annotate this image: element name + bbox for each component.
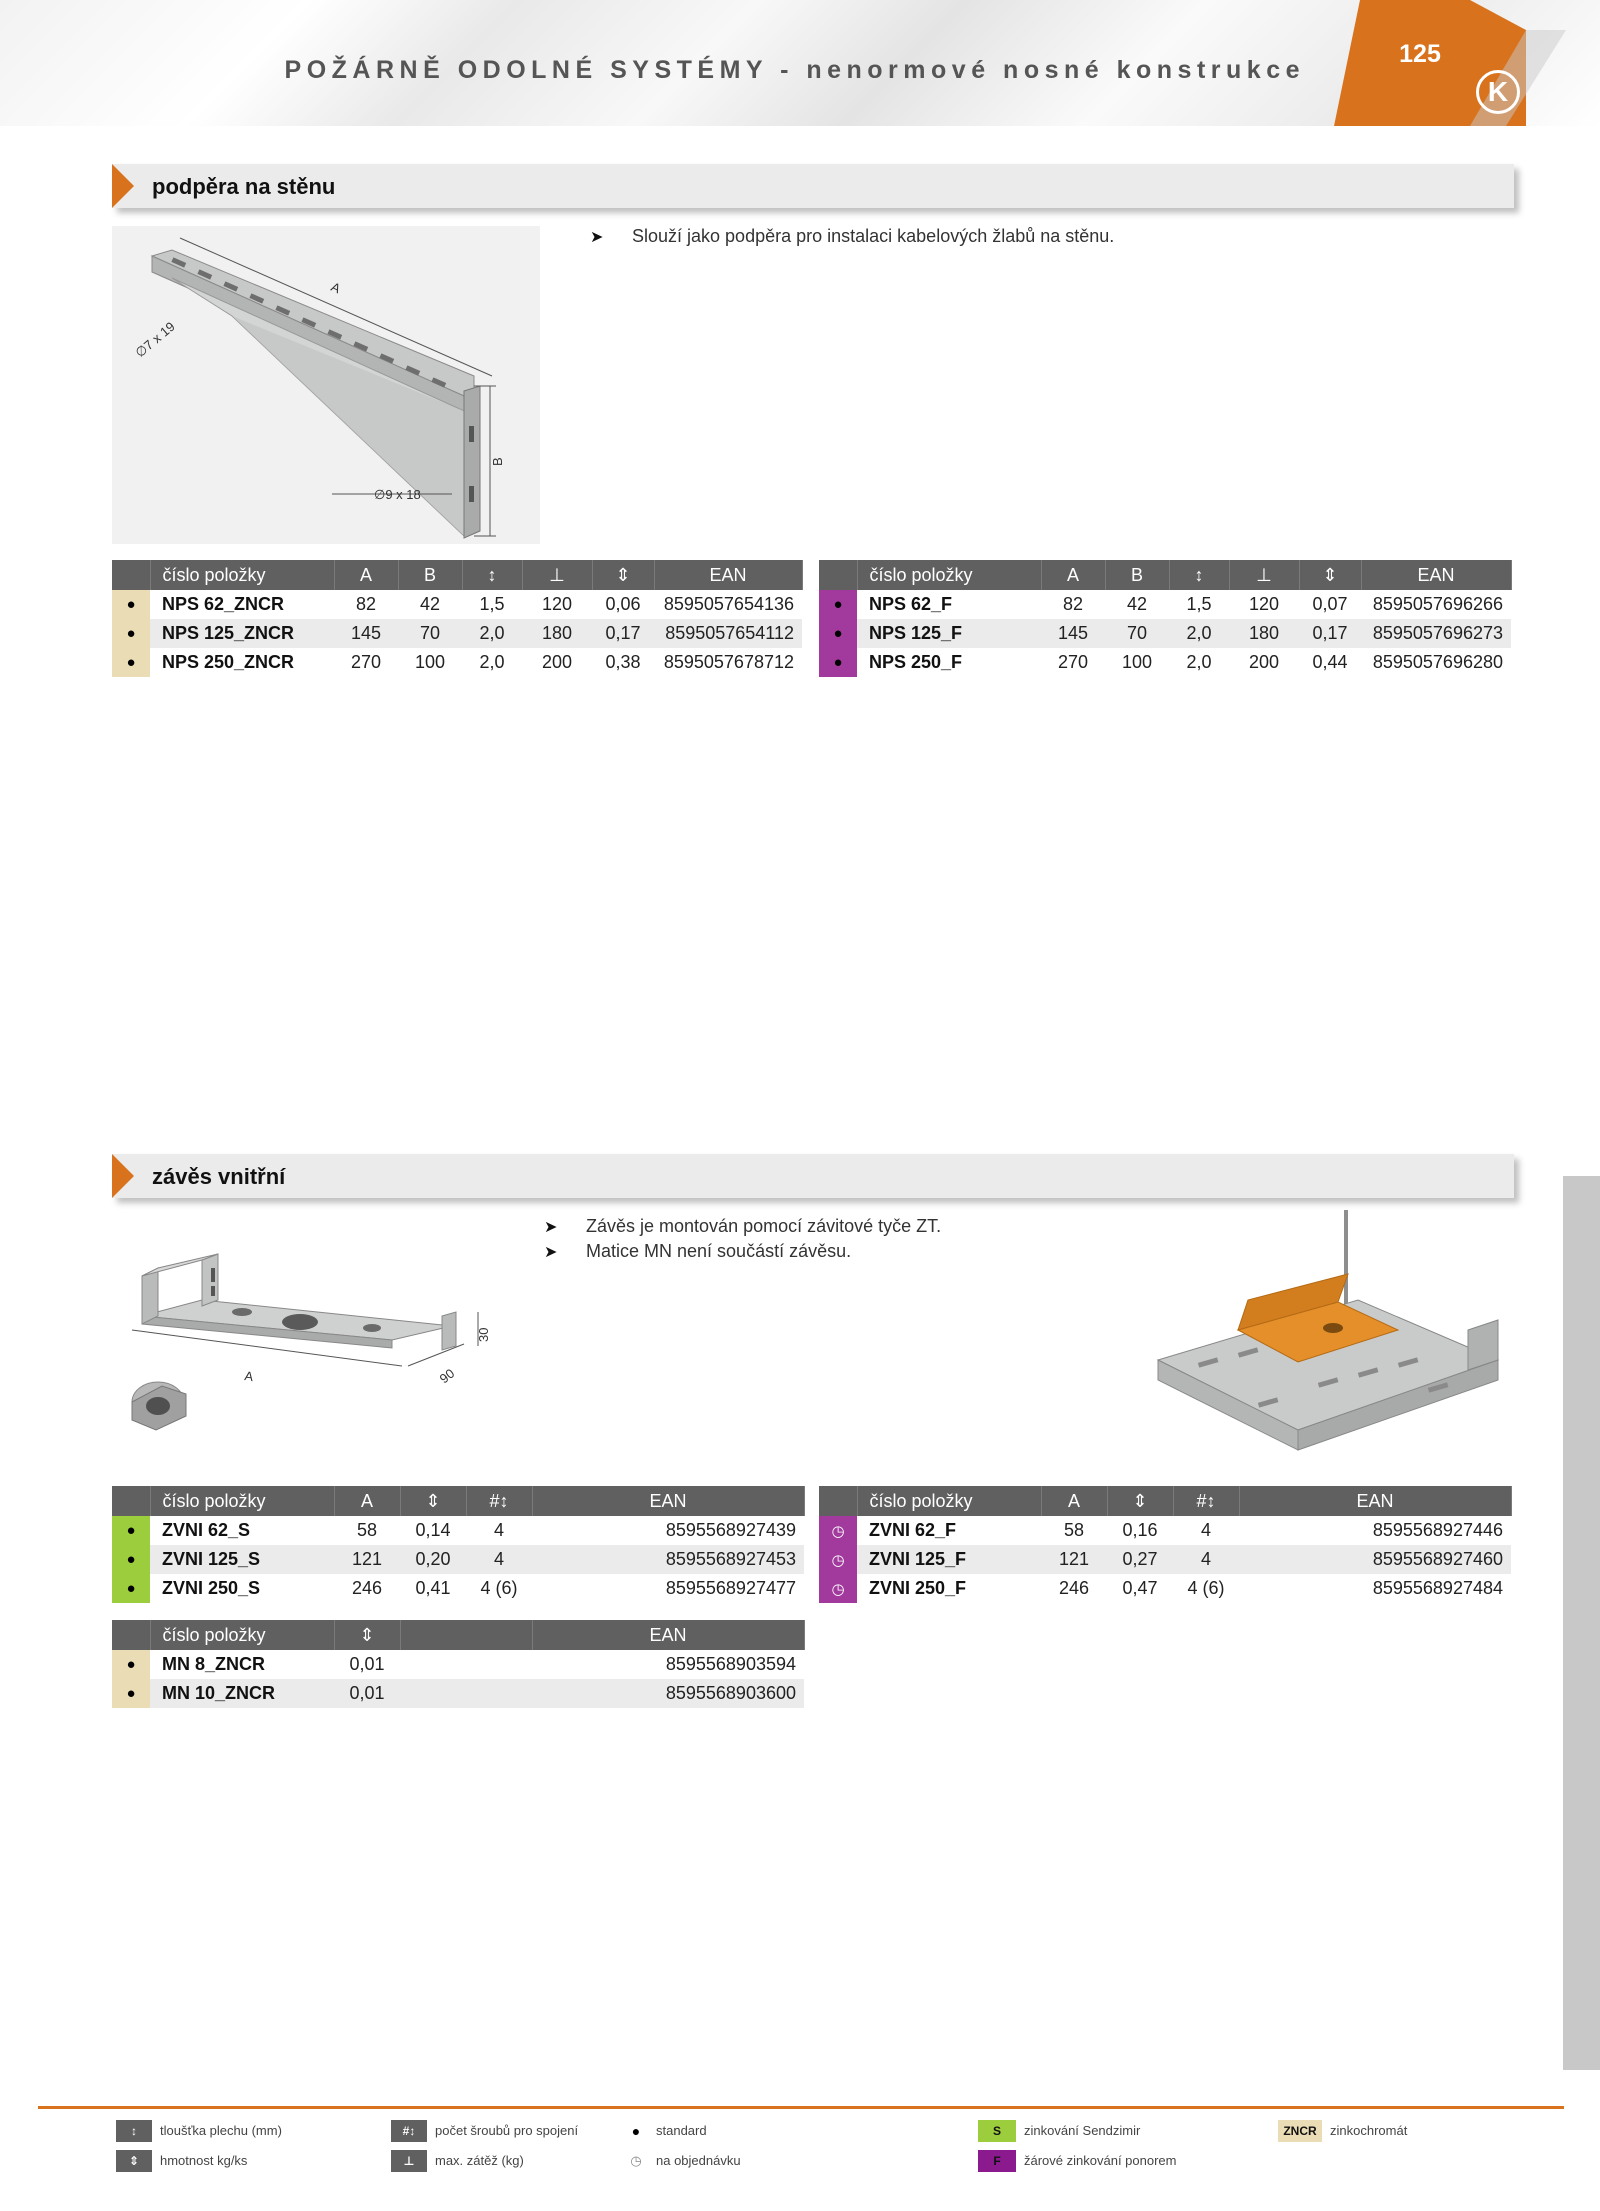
legend-on-order: ◷ na objednávku <box>624 2150 741 2172</box>
table-row: ● ZVNI 125_S 121 0,20 4 8595568927453 <box>112 1545 804 1574</box>
bullet-item: ➤ Matice MN není součástí závěsu. <box>544 1241 852 1261</box>
nut-image <box>132 1382 186 1430</box>
col-a: A <box>1041 1486 1107 1516</box>
hotdip-badge: F <box>978 2150 1016 2172</box>
table-row: ● NPS 62_F 82 42 1,5 120 0,07 8595057696266 <box>819 590 1511 619</box>
legend-sendzimir: S zinkování Sendzimir <box>978 2120 1140 2142</box>
page-number: 125 <box>1399 40 1441 68</box>
legend-thickness: ↕ tloušťka plechu (mm) <box>116 2120 282 2142</box>
col-ean: EAN <box>532 1620 804 1650</box>
on-order-icon: ◷ <box>819 1545 857 1574</box>
col-weight-icon: ⇕ <box>400 1486 466 1516</box>
dimension-height-label: 30 <box>476 1327 491 1342</box>
arrow-icon: ➤ <box>544 1244 558 1261</box>
dimension-a-label: A <box>328 279 343 297</box>
legend-weight: ⇕ hmotnost kg/ks <box>116 2150 247 2172</box>
table-row: ◷ ZVNI 250_F 246 0,47 4 (6) 8595568927484 <box>819 1574 1511 1603</box>
section-marker <box>112 1154 134 1198</box>
table-row: ● MN 10_ZNCR 0,01 8595568903600 <box>112 1679 804 1708</box>
dimension-b-label: B <box>490 457 505 466</box>
table-row: ◷ ZVNI 125_F 121 0,27 4 8595568927460 <box>819 1545 1511 1574</box>
load-icon: ⊥ <box>391 2150 427 2172</box>
col-ean: EAN <box>1239 1486 1511 1516</box>
page-title: POŽÁRNĚ ODOLNÉ SYSTÉMY - nenormové nosné konstrukce <box>284 56 1305 84</box>
col-item-number: číslo položky <box>150 1486 334 1516</box>
table-row: ● NPS 62_ZNCR 82 42 1,5 120 0,06 8595057654136 <box>112 590 802 619</box>
legend-standard: ● standard <box>624 2120 707 2142</box>
thickness-icon: ↕ <box>116 2120 152 2142</box>
table-row: ● NPS 125_F 145 70 2,0 180 0,17 8595057696273 <box>819 619 1511 648</box>
standard-icon: ● <box>112 1679 150 1708</box>
table-zvni-f <box>819 1486 1512 1603</box>
col-load-icon: ⊥ <box>522 560 592 590</box>
col-ean: EAN <box>532 1486 804 1516</box>
arrow-icon: ➤ <box>544 1219 558 1236</box>
side-tab-strip <box>1563 1176 1600 2070</box>
col-thickness-icon: ↕ <box>462 560 522 590</box>
bullet-item: ➤ Slouží jako podpěra pro instalaci kabelových žlabů na stěnu. <box>590 226 1115 246</box>
section-header-inner-hanger <box>112 1154 1514 1198</box>
col-load-icon: ⊥ <box>1229 560 1299 590</box>
on-order-icon: ◷ <box>819 1516 857 1545</box>
legend-zncr: ZNCR zinkochromát <box>1278 2120 1407 2142</box>
standard-icon: ● <box>112 648 150 677</box>
col-weight-icon: ⇕ <box>334 1620 400 1650</box>
col-item-number: číslo položky <box>150 560 334 590</box>
col-item-number: číslo položky <box>150 1620 334 1650</box>
bullet-item: ➤ Závěs je montován pomocí závitové tyče ZT. <box>544 1216 942 1236</box>
clock-icon: ◷ <box>630 2153 642 2168</box>
on-order-icon: ◷ <box>819 1574 857 1603</box>
standard-icon: ● <box>819 619 857 648</box>
dimension-width-label: 90 <box>436 1365 458 1387</box>
section-marker <box>112 164 134 208</box>
section-title: závěs vnitřní <box>152 1164 286 1189</box>
legend-hotdip: F žárové zinkování ponorem <box>978 2150 1176 2172</box>
table-row: ● NPS 125_ZNCR 145 70 2,0 180 0,17 8595057654112 <box>112 619 802 648</box>
legend-screws: #↕ počet šroubů pro spojení <box>391 2120 578 2142</box>
col-weight-icon: ⇕ <box>1299 560 1361 590</box>
table-mn-nut <box>112 1620 805 1708</box>
standard-icon: ● <box>112 1545 150 1574</box>
standard-icon: ● <box>112 1516 150 1545</box>
weight-icon: ⇕ <box>116 2150 152 2172</box>
standard-icon: ● <box>112 619 150 648</box>
section-header-wall-support <box>112 164 1514 208</box>
section2-bullets <box>544 1216 941 1266</box>
hole-top-label: ∅7 x 19 <box>132 318 178 361</box>
col-b: B <box>1105 560 1169 590</box>
arrow-icon: ➤ <box>590 229 604 246</box>
screws-icon: #↕ <box>391 2120 427 2142</box>
zncr-badge: ZNCR <box>1278 2120 1322 2142</box>
sendzimir-badge: S <box>978 2120 1016 2142</box>
hanger-in-tray-photo <box>1138 1210 1510 1474</box>
hole-bottom-label: ∅9 x 18 <box>374 487 421 502</box>
standard-icon: ● <box>112 1574 150 1603</box>
standard-icon: ● <box>112 590 150 619</box>
col-screws-icon: #↕ <box>466 1486 532 1516</box>
section-title: podpěra na stěnu <box>152 174 336 199</box>
wall-support-drawing <box>112 226 540 544</box>
col-screws-icon: #↕ <box>1173 1486 1239 1516</box>
table-row: ● ZVNI 62_S 58 0,14 4 8595568927439 <box>112 1516 804 1545</box>
inner-hanger-drawing <box>112 1216 512 1442</box>
table-row: ● NPS 250_F 270 100 2,0 200 0,44 8595057696280 <box>819 648 1511 677</box>
table-row: ◷ ZVNI 62_F 58 0,16 4 8595568927446 <box>819 1516 1511 1545</box>
col-a: A <box>334 560 398 590</box>
col-item-number: číslo položky <box>857 1486 1041 1516</box>
table-zvni-s <box>112 1486 805 1603</box>
col-a: A <box>334 1486 400 1516</box>
col-thickness-icon: ↕ <box>1169 560 1229 590</box>
table-nps-f <box>819 560 1512 677</box>
standard-icon: ● <box>631 2123 641 2139</box>
col-ean: EAN <box>654 560 802 590</box>
col-item-number: číslo položky <box>857 560 1041 590</box>
table-row: ● NPS 250_ZNCR 270 100 2,0 200 0,38 8595057678712 <box>112 648 802 677</box>
legend-load: ⊥ max. zátěž (kg) <box>391 2150 524 2172</box>
col-weight-icon: ⇕ <box>592 560 654 590</box>
col-weight-icon: ⇕ <box>1107 1486 1173 1516</box>
footer-divider <box>38 2106 1564 2109</box>
table-nps-zncr <box>112 560 803 677</box>
col-a: A <box>1041 560 1105 590</box>
dimension-a-label: A <box>243 1368 255 1385</box>
standard-icon: ● <box>112 1650 150 1679</box>
standard-icon: ● <box>819 590 857 619</box>
section1-bullets <box>590 226 1114 251</box>
company-logo: K <box>1476 70 1520 114</box>
standard-icon: ● <box>819 648 857 677</box>
table-row: ● ZVNI 250_S 246 0,41 4 (6) 8595568927477 <box>112 1574 804 1603</box>
col-ean: EAN <box>1361 560 1511 590</box>
table-row: ● MN 8_ZNCR 0,01 8595568903594 <box>112 1650 804 1679</box>
col-b: B <box>398 560 462 590</box>
